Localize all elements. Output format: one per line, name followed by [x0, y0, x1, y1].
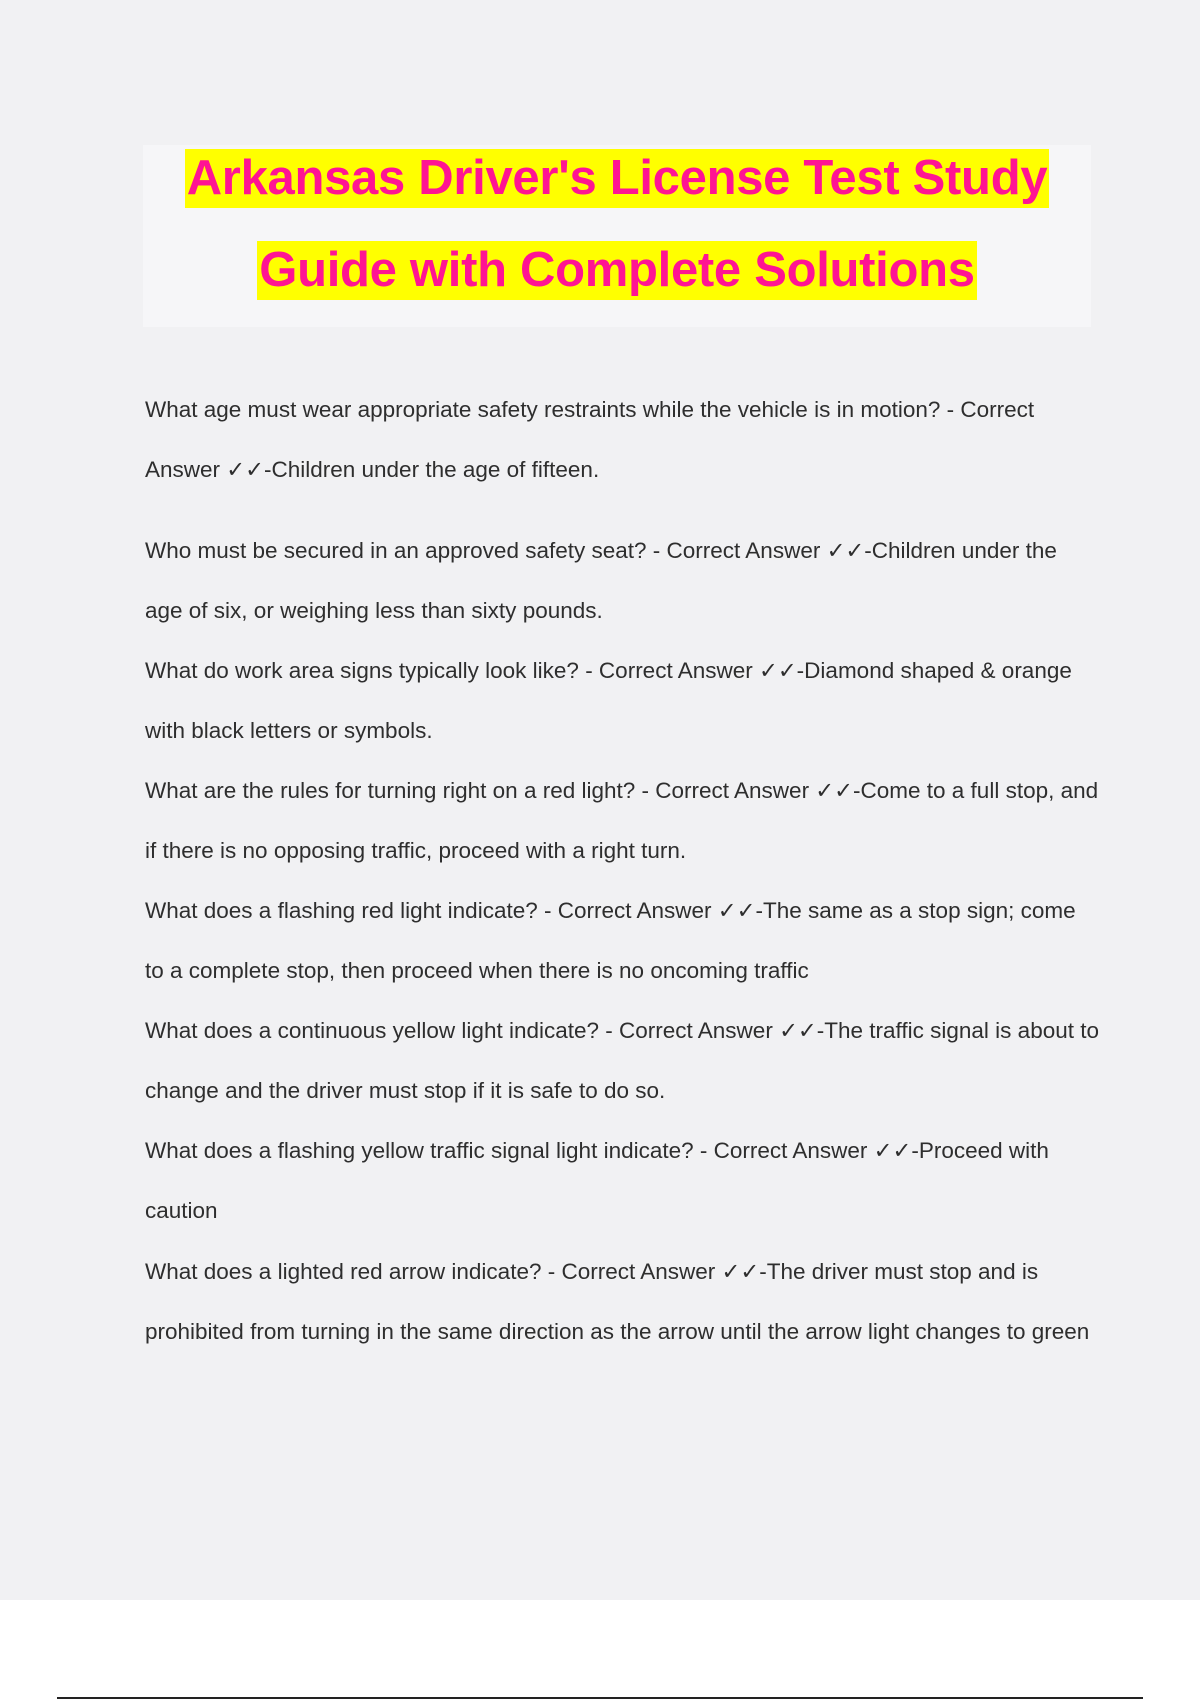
qa-item-7: What does a flashing yellow traffic signal light indicate? - Correct Answer ✓✓-Proceed with caution — [145, 1138, 1049, 1223]
qa-item-3: What do work area signs typically look like? - Correct Answer ✓✓-Diamond shaped & orange with black letters or symbols. — [145, 658, 1072, 743]
qa-item-6: What does a continuous yellow light indicate? - Correct Answer ✓✓-The traffic signal is about to change and the driver must stop if it is safe to do so. — [145, 1018, 1099, 1103]
qa-item-1: What age must wear appropriate safety restraints while the vehicle is in motion? - Correct Answer ✓✓-Children under the age of fifteen. — [145, 397, 1035, 482]
qa-item-8: What does a lighted red arrow indicate? - Correct Answer ✓✓-The driver must stop and is prohibited from turning in the same direction as the arrow until the arrow light changes to green — [145, 1259, 1090, 1344]
title-box — [143, 145, 1091, 327]
qa-item-2: Who must be secured in an approved safety seat? - Correct Answer ✓✓-Children under the age of six, or weighing less than sixty pounds. — [145, 538, 1057, 623]
footer-divider — [57, 1697, 1143, 1699]
document-title-line-1: Arkansas Driver's License Test Study — [185, 149, 1050, 208]
document-title-line-2: Guide with Complete Solutions — [257, 241, 976, 300]
qa-item-4: What are the rules for turning right on a red light? - Correct Answer ✓✓-Come to a full stop, and if there is no opposing traffic, proceed with a right turn. — [145, 778, 1099, 863]
qa-item-5: What does a flashing red light indicate? - Correct Answer ✓✓-The same as a stop sign; come to a complete stop, then proceed when there is no oncoming traffic — [145, 898, 1076, 983]
